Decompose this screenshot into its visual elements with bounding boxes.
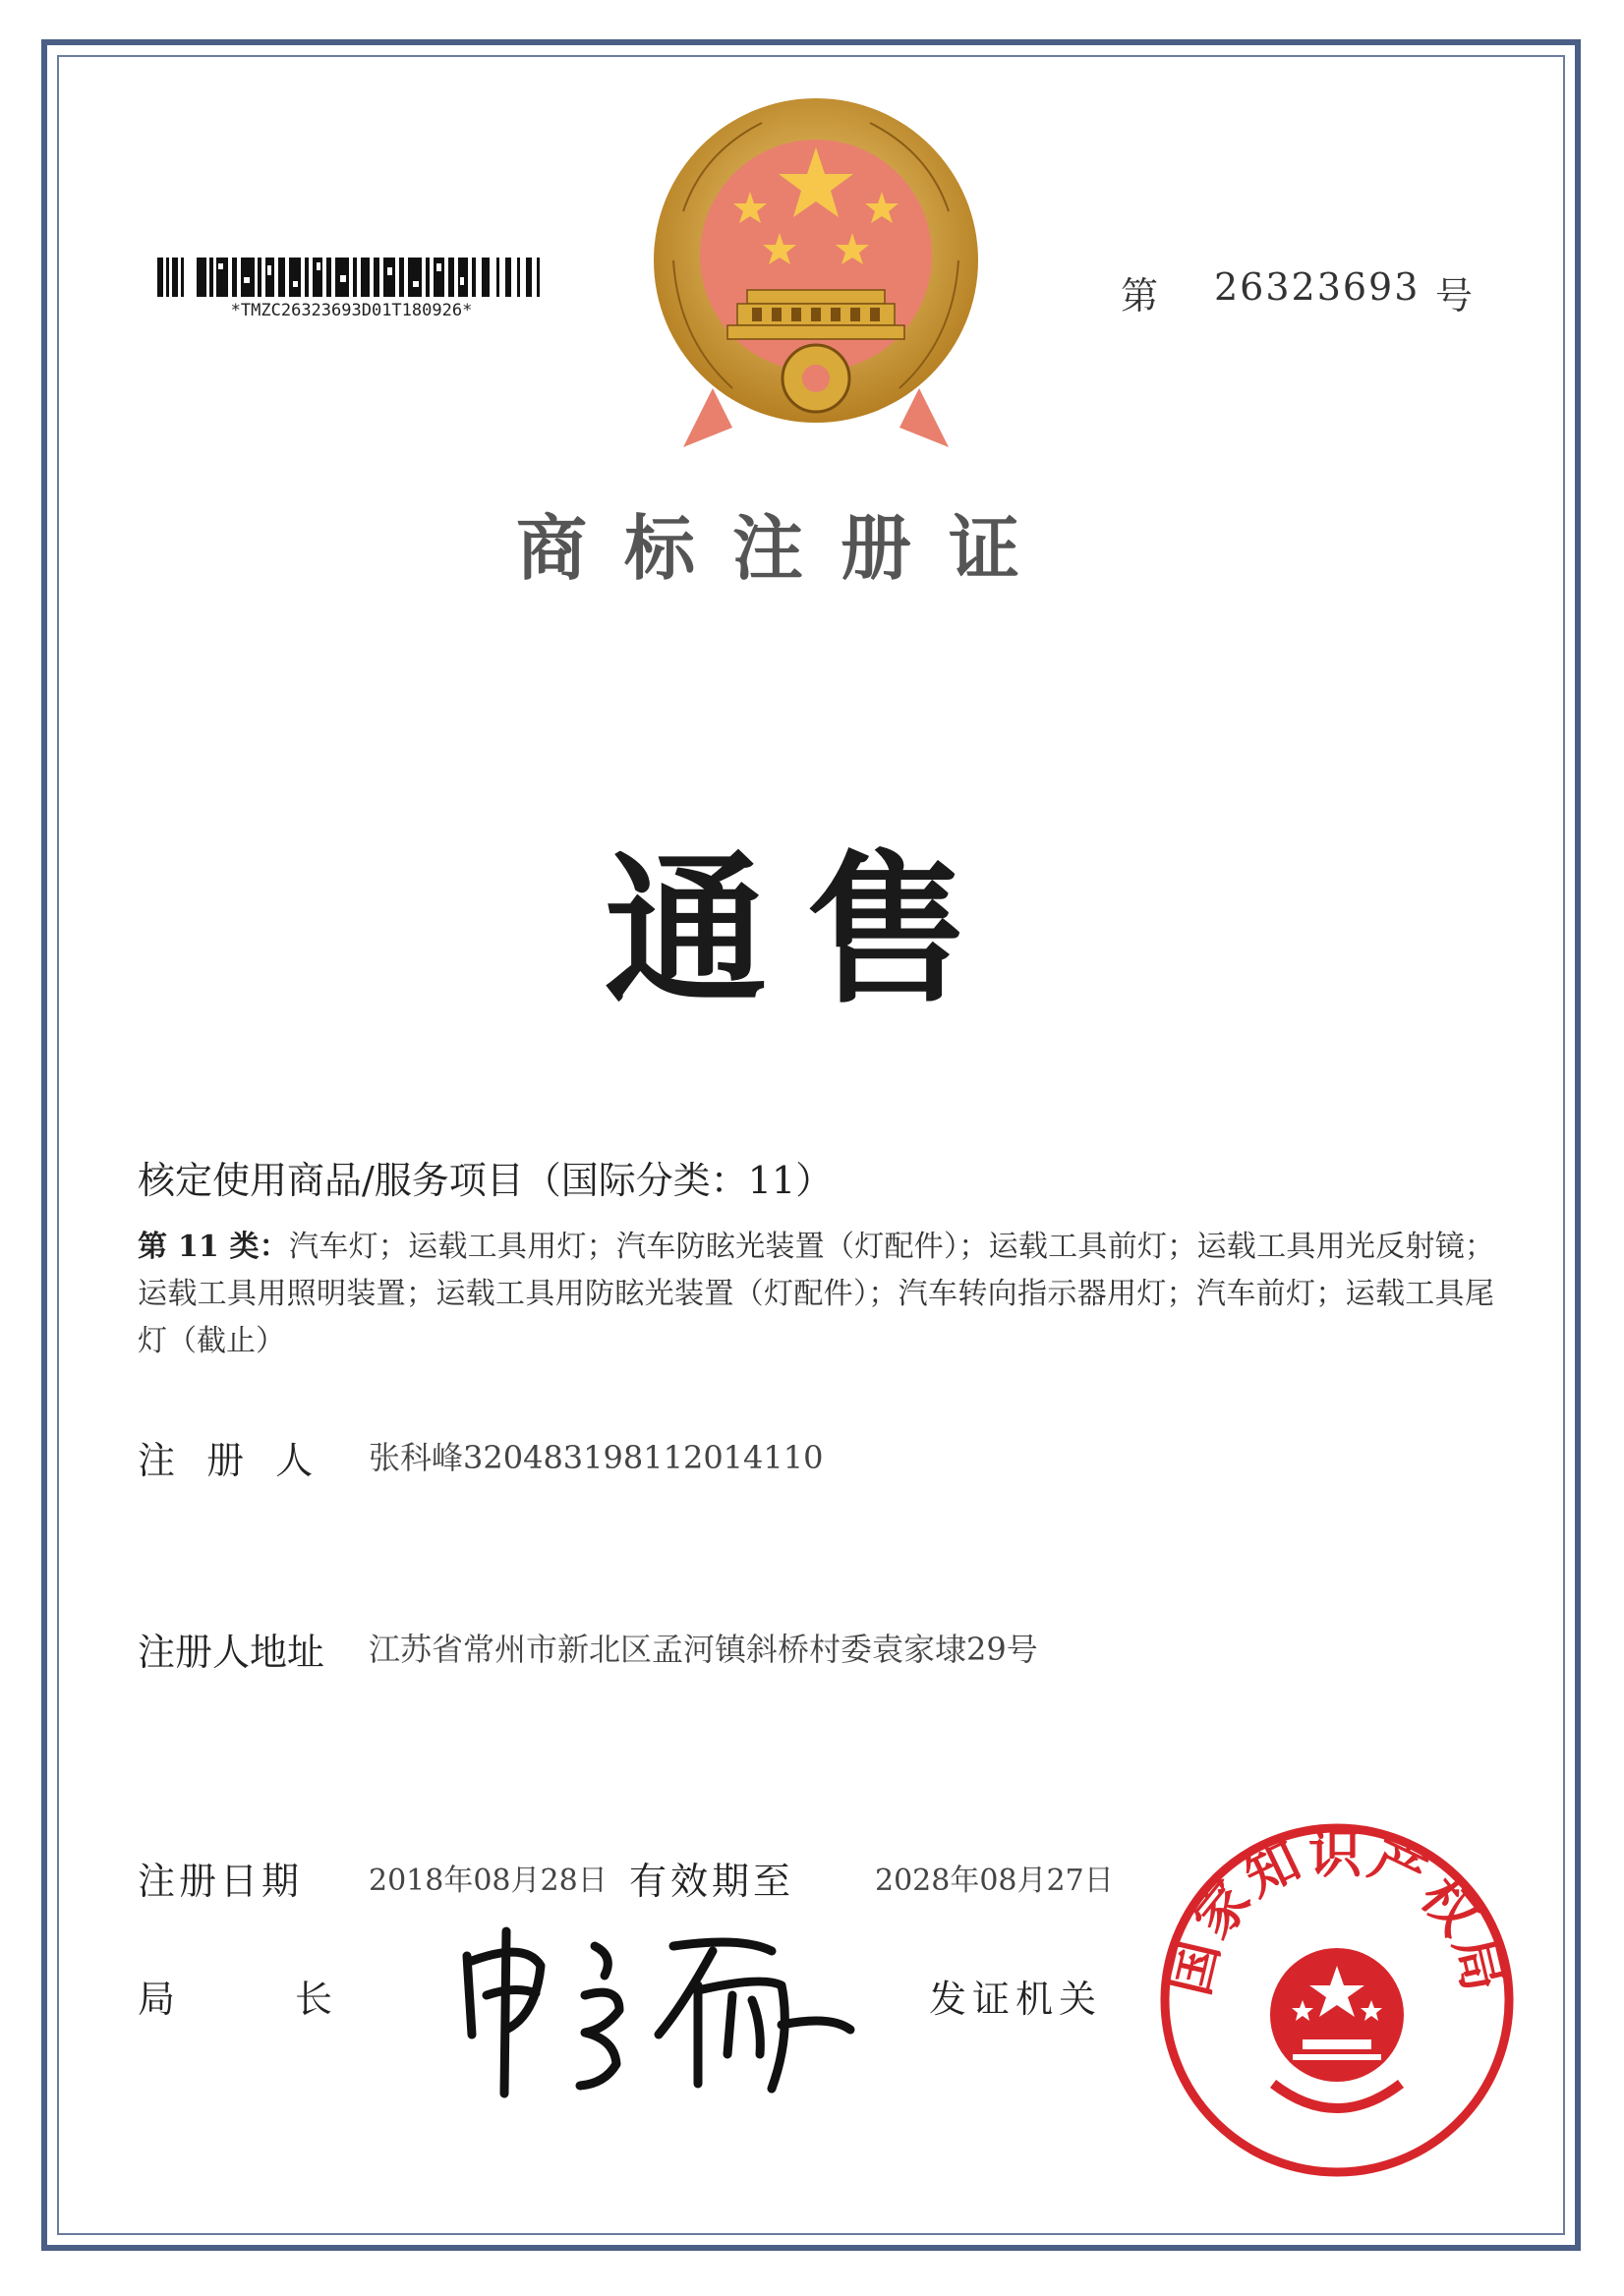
goods-heading: 核定使用商品/服务项目（国际分类：11） [138, 1159, 834, 1202]
national-emblem-icon [644, 93, 988, 467]
issuer-label: 发证机关 [929, 1978, 1103, 2021]
goods-class-label: 第 11 类： [138, 1230, 290, 1264]
handwritten-signature-icon [447, 1917, 880, 2113]
director-label-a: 局 [138, 1978, 176, 2021]
barcode-icon [157, 258, 546, 297]
goods-description [138, 1224, 1494, 1365]
registration-date-label: 注册日期 [138, 1860, 304, 1903]
director-label-b: 长 [295, 1978, 333, 2021]
goods-items: 汽车灯；运载工具用灯；汽车防眩光装置（灯配件）；运载工具前灯；运载工具用光反射镜；运载工具用照明装置；运载工具用防眩光装置（灯配件）；汽车转向指示器用灯；汽车前灯；运载工具尾灯（截止） [138, 1230, 1495, 1358]
registrant-label: 注 册 人 [138, 1439, 323, 1482]
address-label: 注册人地址 [138, 1631, 325, 1674]
registration-number-suffix: 号 [1435, 274, 1474, 317]
registration-number: 26323693 [1214, 265, 1421, 309]
valid-until-label: 有效期至 [629, 1860, 795, 1903]
registrant-value: 张科峰320483198112014110 [369, 1439, 824, 1476]
trademark-text: 通售 [605, 836, 1008, 1025]
valid-until-value: 2028年08月27日 [875, 1864, 1114, 1898]
barcode-text: *TMZC26323693D01T180926* [230, 301, 473, 320]
document-title: 商标注册证 [515, 506, 1057, 590]
registration-date-value: 2018年08月28日 [369, 1864, 608, 1898]
seal-text: 国家知识产权局 [1158, 1822, 1516, 2001]
official-seal-icon [1155, 1818, 1519, 2182]
address-value: 江苏省常州市新北区孟河镇斜桥村委袁家埭29号 [369, 1631, 1038, 1668]
registration-number-prefix: 第 [1121, 274, 1159, 317]
